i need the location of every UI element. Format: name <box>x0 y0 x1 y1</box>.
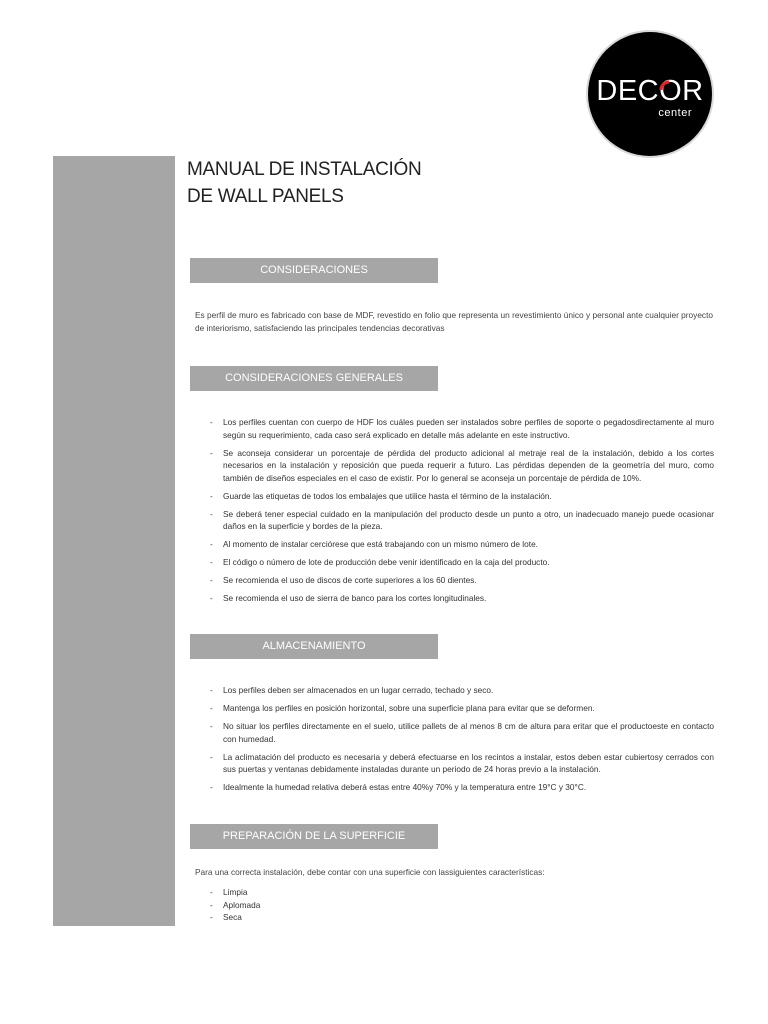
section-heading-generales: CONSIDERACIONES GENERALES <box>190 366 438 391</box>
page-title-line1: MANUAL DE INSTALACIÓN <box>187 159 422 180</box>
list-item: - Se recomienda el uso de sierra de banco para los cortes longitudinales. <box>210 592 714 605</box>
list-item: - Mantenga los perfiles en posición horizontal, sobre una superficie plana para evitar que se deformen. <box>210 702 714 715</box>
preparacion-list <box>210 886 714 924</box>
list-item: - Se aconseja considerar un porcentaje de pérdida del producto adicional al metraje real de la instalación, debido a los cortes necesarios en la instalación y reposición que pueda requerir a futuro. Las pérdidas dependen de la geometría del muro, como también de diseños especiales en el caso de existir. Por lo general se aconseja un porcentaje de pérdida de 10%. <box>210 447 714 485</box>
list-item: - Los perfiles cuentan con cuerpo de HDF los cuáles pueden ser instalados sobre perfiles de soporte o pegadosdirectamente al muro según su requerimiento, cada caso será explicado en detalle más adelante en este instructivo. <box>210 416 714 441</box>
logo-brand: DECO R <box>596 75 704 107</box>
almacenamiento-list <box>210 684 714 799</box>
list-item: - Se recomienda el uso de discos de corte superiores a los 60 dientes. <box>210 574 714 587</box>
preparacion-text: Para una correcta instalación, debe contar con una superficie con lassiguientes características: <box>195 867 545 877</box>
list-item: - Los perfiles deben ser almacenados en un lugar cerrado, techado y seco. <box>210 684 714 697</box>
generales-list <box>210 416 714 610</box>
section-heading-consideraciones: CONSIDERACIONES <box>190 258 438 283</box>
sidebar-band <box>53 156 175 926</box>
consideraciones-text: Es perfil de muro es fabricado con base de MDF, revestido en folio que representa un revestimiento único y personal ante cualquier proyecto de interiorismo, satisfaciendo las principales tendencias decorativas <box>195 310 713 333</box>
decor-center-logo <box>588 32 712 156</box>
section-heading-almacenamiento: ALMACENAMIENTO <box>190 634 438 659</box>
list-item: - Guarde las etiquetas de todos los embalajes que utilice hasta el término de la instalación. <box>210 490 714 503</box>
list-item: - Al momento de instalar cerciórese que está trabajando con un mismo número de lote. <box>210 538 714 551</box>
list-item: - El código o número de lote de producción debe venir identificado en la caja del producto. <box>210 556 714 569</box>
list-item: - Aplomada <box>210 899 714 912</box>
list-item: - Se deberá tener especial cuidado en la manipulación del producto desde un punto a otro, un inadecuado manejo puede ocasionar daños en la superficie y bordes de la pieza. <box>210 508 714 533</box>
logo-sub: center <box>658 107 692 119</box>
logo-o: O <box>659 75 683 107</box>
section-heading-preparacion: PREPARACIÓN DE LA SUPERFICIE <box>190 824 438 849</box>
list-item: - Limpia <box>210 886 714 899</box>
page-title <box>187 156 421 210</box>
list-item: - Idealmente la humedad relativa deberá estas entre 40%y 70% y la temperatura entre 19°C y 30°C. <box>210 781 714 794</box>
list-item: - La aclimatación del producto es necesaria y deberá efectuarse en los recintos a instalar, estos deben estar cubiertosy cerrados con sus puertas y ventanas debidamente instaladas durante un periodo de 24 horas previo a la instalación. <box>210 751 714 776</box>
list-item: - No situar los perfiles directamente en el suelo, utilice pallets de al menos 8 cm de altura para eritar que el productoeste en contacto con humedad. <box>210 720 714 745</box>
list-item: - Seca <box>210 911 714 924</box>
page-title-line2: DE WALL PANELS <box>187 186 344 207</box>
logo-accent-icon <box>658 79 680 101</box>
